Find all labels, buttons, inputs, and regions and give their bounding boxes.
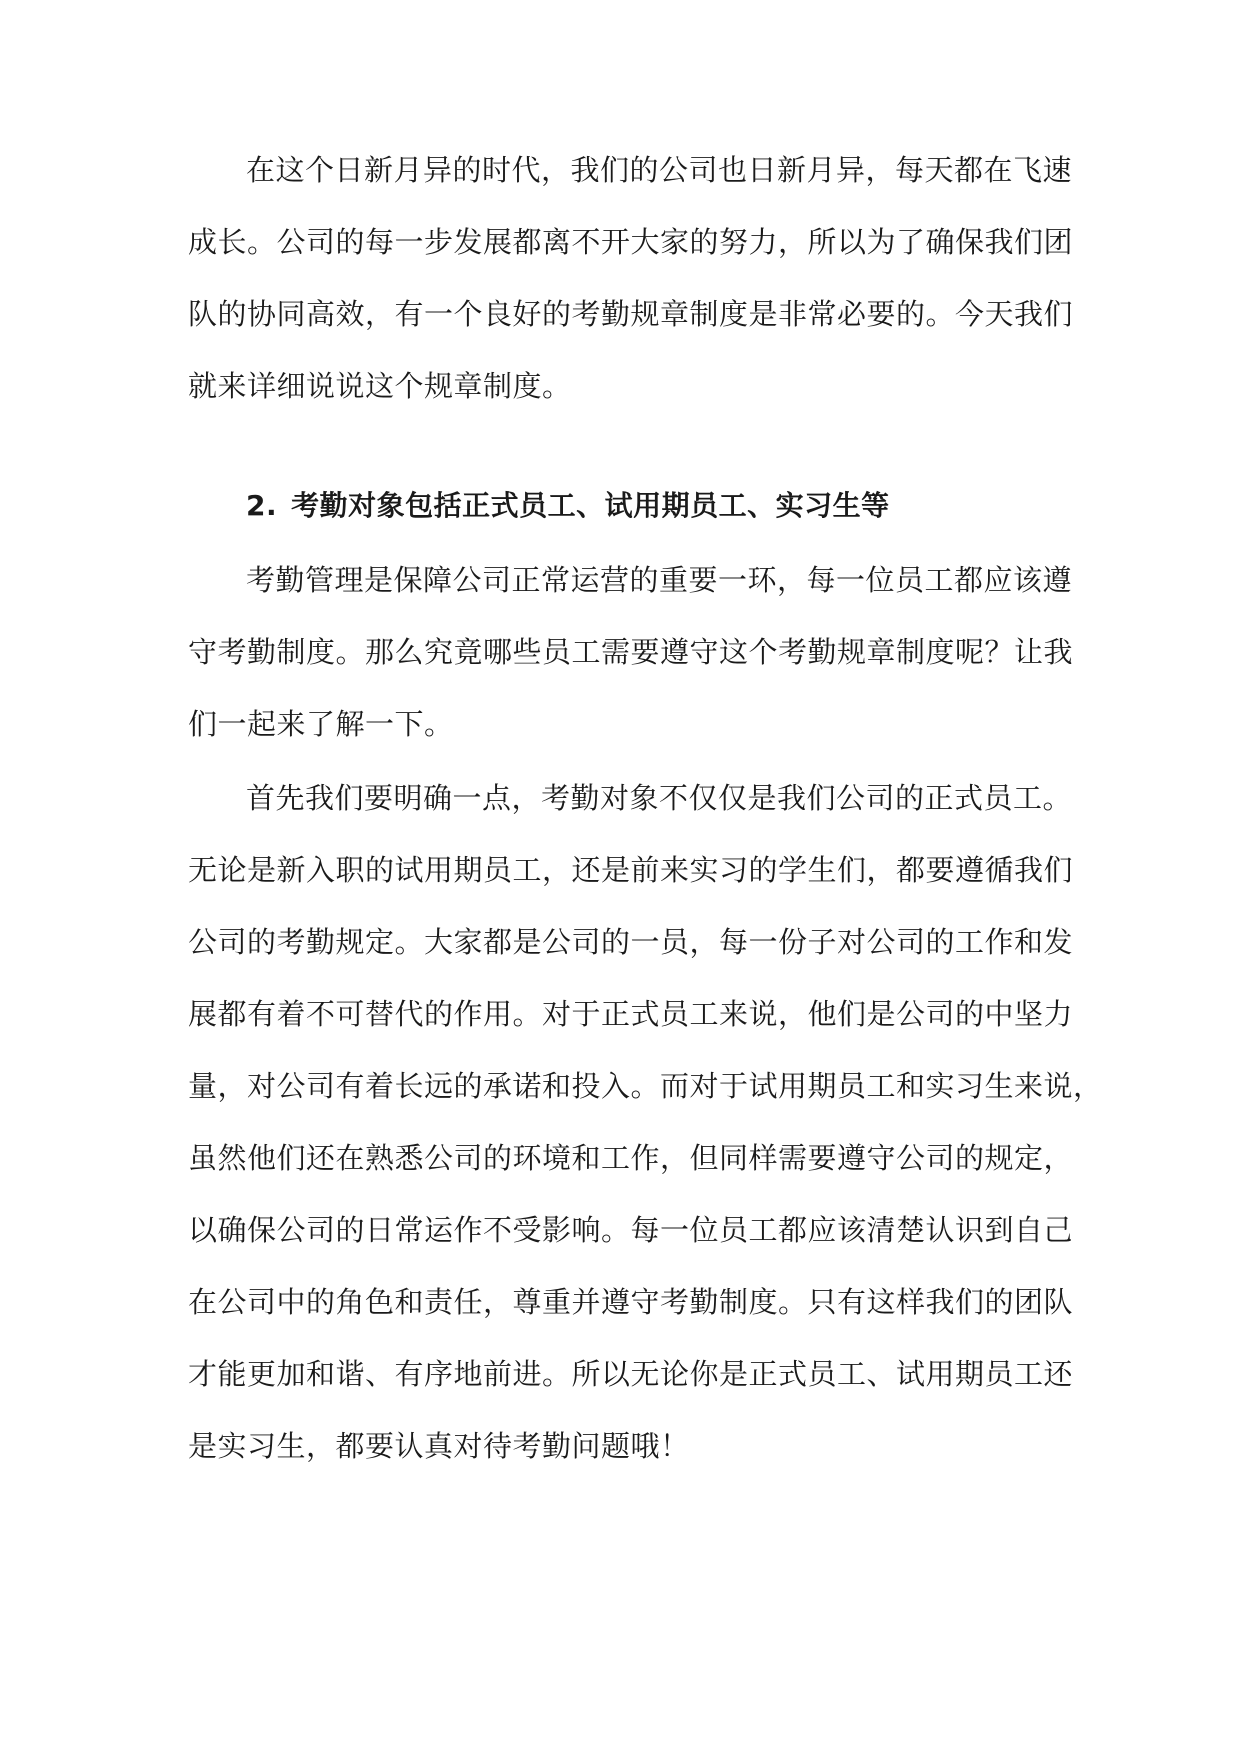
paragraph2-line-9: 才能更加和谐、有序地前进。所以无论你是正式员工、试用期员工还	[188, 1357, 1074, 1391]
paragraph2-line-6: 虽然他们还在熟悉公司的环境和工作，但同样需要遵守公司的规定，	[188, 1141, 1074, 1175]
paragraph2-line-10: 是实习生，都要认真对待考勤问题哦！	[188, 1429, 690, 1463]
paragraph1-line-3: 们一起来了解一下。	[188, 707, 454, 741]
paragraph2-line-7: 以确保公司的日常运作不受影响。每一位员工都应该清楚认识到自己	[188, 1213, 1074, 1247]
intro-line-3: 队的协同高效，有一个良好的考勤规章制度是非常必要的。今天我们	[188, 297, 1074, 331]
paragraph1-line-2: 守考勤制度。那么究竟哪些员工需要遵守这个考勤规章制度呢？让我	[188, 635, 1074, 669]
section-number: 2.	[246, 489, 278, 522]
paragraph2-line-2: 无论是新入职的试用期员工，还是前来实习的学生们，都要遵循我们	[188, 853, 1074, 887]
section-heading	[246, 486, 890, 526]
paragraph2-line-4: 展都有着不可替代的作用。对于正式员工来说，他们是公司的中坚力	[188, 997, 1074, 1031]
paragraph2-line-3: 公司的考勤规定。大家都是公司的一员，每一份子对公司的工作和发	[188, 925, 1074, 959]
paragraph2-line-5: 量，对公司有着长远的承诺和投入。而对于试用期员工和实习生来说，	[188, 1069, 1103, 1103]
intro-line-2: 成长。公司的每一步发展都离不开大家的努力，所以为了确保我们团	[188, 225, 1074, 259]
paragraph2-line-8: 在公司中的角色和责任，尊重并遵守考勤制度。只有这样我们的团队	[188, 1285, 1074, 1319]
intro-line-1: 在这个日新月异的时代，我们的公司也日新月异，每天都在飞速	[246, 153, 1073, 187]
section-title: 考勤对象包括正式员工、试用期员工、实习生等	[291, 489, 890, 522]
paragraph2-line-1: 首先我们要明确一点，考勤对象不仅仅是我们公司的正式员工。	[246, 781, 1073, 815]
intro-line-4: 就来详细说说这个规章制度。	[188, 369, 572, 403]
paragraph1-line-1: 考勤管理是保障公司正常运营的重要一环，每一位员工都应该遵	[246, 563, 1073, 597]
